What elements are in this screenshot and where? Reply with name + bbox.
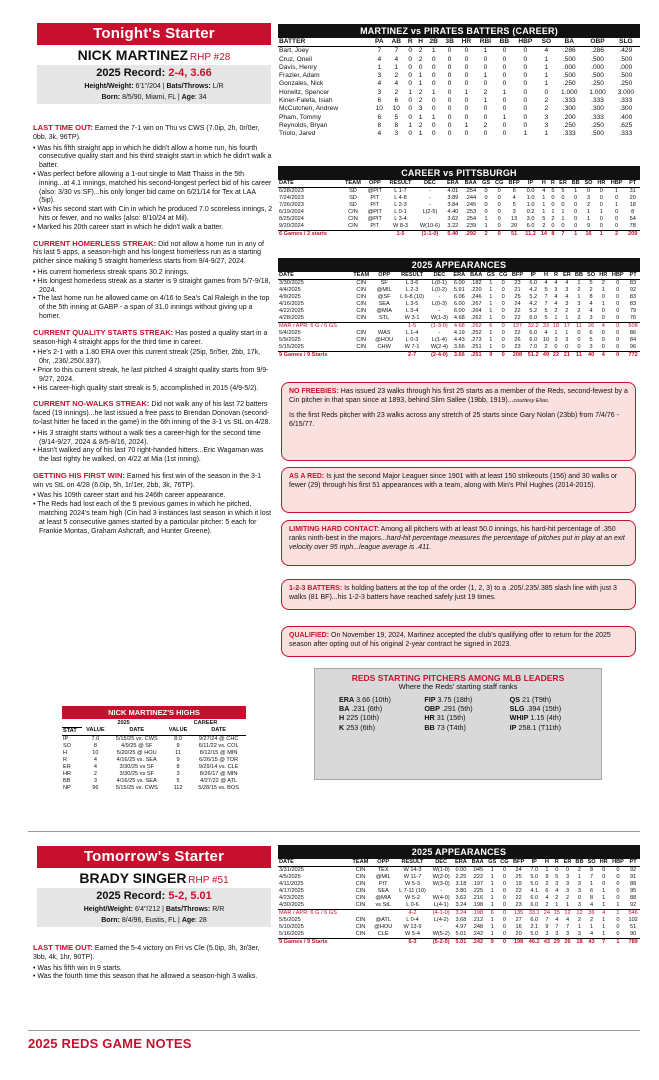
bio-line-1: Height/Weight: 6'4"/212 | Bats/Throws: R/R [37,905,271,916]
highs-row: H 10 5/20/25 @ HOU 11 8/12/15 @ MIN [63,749,238,756]
batter-row: Horwitz, Spencer 3 2 1 2 1 0 1 2 1 0 0 1.000 1.000 3.000 [279,88,635,96]
mlb-leaders-subtitle: Where the Reds' starting staff ranks [398,682,518,692]
leader-stat: BA .231 (6th) [339,704,383,714]
highs-row: SO 8 4/9/25 @ SF 9 6/11/22 vs. COL [63,742,239,749]
note-section: CURRENT HOMERLESS STREAK: Did not allow a home run in any of his last 5 apps, a season-high and his longest homerless run as a starting pitcher since making 5 straight homerless starts from 9/4-9/27, 2024. • His current homerless streak spans 30.2 innings. • His longest homerless streak as a starter is 9 straight games from 5/7-9/18, 2024. • The last home run he allowed came on 4/16 to Sea's Cal Raleigh in the top of the 5th inning at GABP - a span of 31.0 innings without giving up a homer. [33,240,273,322]
batter-row: Reynolds, Bryan 8 8 1 2 0 0 1 2 0 0 3 .250 .250 .625 [279,121,633,129]
martinez-appearances-title: 2025 APPEARANCES [278,258,640,272]
table-row: 4/28/2025 CIN STL W 3-1 W(1-3) 4.68 .262 1 0 22 6.0 5 1 1 2 3 0 0 76 [279,315,637,321]
month-total-row: MAR / APR: 6 G / 6 GS 4-2 (4-1-0) 3.24 .198 6 0 135 33.1 24 15 12 12 36 4 1 546 [278,910,640,918]
highs-row: NP 96 5/15/25 vs. CWS 112 5/28/15 vs. BOS [63,784,239,791]
leader-stat: IP 258.1 (T11th) [509,722,562,732]
table-row: 4/4/2025 CIN @MIL L 2-3 L(0-2) 5.91 .220 1 0 21 4.2 5 3 3 2 2 1 0 92 [279,287,637,293]
section-divider [28,831,640,832]
batters-title: MARTINEZ vs PIRATES BATTERS (CAREER) [278,24,640,38]
table-row: 6/28/2023 SD @PIT L 1-7 - 4.01 .254 0 0 6 0.0 4 5 5 1 0 0 1 31 [279,188,636,194]
highs-table: NICK MARTINEZ'S HIGHS 2025 CAREER STAT VALUE DATE VALUE DATE IP 7.0 5/15/25 vs. CWS 8.0 9/27/24 @ CHC SO 8 4/9/25 @ SF 9 6/11/22 vs. COL H 10 5/20/25 @ HOU 11 8/12/15 @ MIN R 4 4/16/25 vs. SEA 9 6/26/15 @ TOR ER 4 3/30/25 vs SF 8 9/29/14 vs. CLE HR 2 3/30/25 vs SF 3 8/26/17 @ MIN BB 3 4/16/25 vs. SEA 5 4/27/22 @ ATL NP 96 5/15/25 vs. CWS 112 5/28/15 vs. BOS [62,706,246,792]
note-box-qualified: QUALIFIED: On November 19, 2024, Martinez accepted the club's qualifying offer to return for the 2025 season after opting out of his original 2-year contract he signed in 2023. [281,626,636,657]
career-vs-pit-title: CAREER vs PITTSBURGH [278,166,640,180]
bio-line-2: Born: 8/5/90, Miami, FL | Age: 34 [37,93,271,104]
highs-row: R 4 4/16/25 vs. SEA 9 6/26/15 @ TOR [63,756,239,763]
leader-stat: BB 73 (T4th) [424,722,466,732]
table-row: 5/15/2025 CIN CHW W 7-1 W(2-4) 3.66 .251 1 0 23 7.0 2 0 0 0 3 0 0 96 [279,344,637,350]
note-box-as-a-red: AS A RED: Is just the second Major Leaguer since 1901 with at least 150 strikeouts (156) and 30 walks or fewer (29) through his first 51 appearances with a team, along with Min's Phil Hughes (2014-2015). [281,467,636,513]
batter-row: Davis, Henry 1 1 0 0 0 0 0 0 0 0 1 .000 .000 .000 [279,63,633,71]
batters-header: BATTER PA AB R H 2B 3B HR RBI BB HBP SO BA OBP SLG [278,38,640,47]
bio-line-2: Born: 8/4/96, Eustis, FL | Age: 28 [37,916,271,927]
note-box-no-freebies: NO FREEBIES: Has issued 23 walks through his first 25 starts as a member of the Reds, second-fewest by a Cin pitcher in that span since at 1893, behind Slim Sallee (19bb, 1919)...courtesy Elias. Is the first Reds pitcher with 23 walks across any stretch of 25 starts since Gary Nolan (23bb) from 7/4/76 - 6/15/77. [281,382,636,461]
highs-row: IP 7.0 5/15/25 vs. CWS 8.0 9/27/24 @ CHC [63,735,239,742]
season-record: 2025 Record: 5-2, 5.01 [37,888,271,905]
batter-row: Pham, Tommy 6 5 0 1 1 0 0 0 1 0 3 .200 .333 .400 [279,113,633,121]
mlb-leaders-title: REDS STARTING PITCHERS AMONG MLB LEADERS [351,673,565,683]
pitcher-name: BRADY SINGER [79,870,187,886]
leader-stat: ERA 3.66 (10th) [339,694,391,704]
leader-stat: QS 21 (T9th) [509,694,552,704]
highs-header: STAT VALUE DATE VALUE DATE [62,727,246,735]
tomorrows-starter-card [37,846,271,927]
singer-appearances-table [278,845,640,946]
total-row: 6 Games / 2 starts 1-5 (1-1-0) 5.40 .292 2 0 51 11.2 14 8 7 1 16 1 2 209 [278,231,640,239]
total-row: 9 Games / 9 Starts 6-3 (5-2-0) 5.01 .242 9 0 198 46.2 43 29 26 18 43 7 1 789 [278,939,640,947]
leader-stat: FIP 3.75 (18th) [424,694,473,704]
table-row: 5/4/2025 CIN WAS L 1-4 - 4.19 .252 1 0 22 6.0 4 1 1 0 6 0 0 86 [279,330,637,336]
note-section: CURRENT NO-WALKS STREAK: Did not walk any of his last 72 batters faced (19 innings)...he last issued a free pass to Brendan Donovan (second-to-last hitter he faced in the game) in the 6th inning of the 3-1 vs StL on 4/28. • His 3 straight starts without a walk ties a career-high for the second time (9/14-9/27, 2024 & 8/5-8/16, 2024). • Hasn't walked any of his last 70 right-handed hitters...Eric Wagaman was the last righty he walked, on 4/22 at Mia (1st inning). [33,400,273,465]
highs-title: NICK MARTINEZ'S HIGHS [62,706,246,719]
batter-row: Gonzales, Nick 4 4 0 1 0 0 0 0 0 0 1 .250 .250 .250 [279,80,633,88]
tomorrows-starter-title: Tomorrow's Starter [37,846,271,868]
leader-stat: H 225 (10th) [339,713,379,723]
martinez-appearances-table [278,258,640,359]
pitcher-name: NICK MARTINEZ [77,47,189,63]
leader-stat: HR 31 (15th) [424,713,466,723]
leader-stat: K 253 (6th) [339,722,375,732]
table-row: 3/30/2025 CIN SF L 3-6 L(0-1) 6.00 .182 1 0 23 6.0 4 4 4 1 5 2 0 83 [279,280,637,286]
note-section: GETTING HIS FIRST WIN: Earned his first win of the season in the 3-1 win vs StL on 4/28 (6.0ip, 5h, 1r/1er, 2bb, 3k, 76TP). • Was his 109th career start and his 246th career appearance. • The Reds had lost each of the 5 previous games in which he pitched, matching 2024's team high (Cin had 3 instances last season in which it lost at least 5 consecutive games started by a particular pitcher: 5 each for Frankie Montas, Graham Ashcraft, and Hunter Greene). [33,472,273,537]
table-row: 4/22/2025 CIN @MIA L 3-4 - 6.00 .264 1 0 22 5.2 5 2 2 2 4 0 0 79 [279,308,637,314]
vs-header: DATE TEAM OPP RESULT DEC ERA BAA GS CG BFP IP H R ER BB SO HR HBP PT [278,180,640,188]
month-total-row: MAR / APR: 6 G / 6 GS 1-5 (1-3-0) 4.68 .262 6 0 137 32.2 33 18 17 11 26 4 0 508 [278,323,640,331]
batter-row: Cruz, Oneil 4 4 0 2 0 0 0 0 0 0 1 .500 .500 .500 [279,55,633,63]
table-row: 8/25/2024 CIN @PIT L 3-4 - 3.62 .254 1 0 13 3.0 5 2 1 0 1 0 0 54 [279,216,636,222]
tonights-starter-card [37,23,271,104]
leader-stat: SLG .394 (15th) [509,704,562,714]
mlb-leaders-box [314,668,602,780]
table-row: 4/17/2025 CIN SEA L 7-11 (10) - 3.80 .225 1 0 22 4.1 6 4 3 3 6 1 0 95 [279,888,637,894]
pitcher-number: RHP #28 [189,52,231,63]
table-row: 4/11/2025 CIN PIT W 5-3 W(3-0) 3.18 .197 1 0 19 5.0 2 3 3 3 1 0 0 88 [279,881,637,887]
note-box-hard-contact: LIMITING HARD CONTACT: Among all pitchers with at least 50.0 innings, his hard-hit percentage of .350 ranks ninth-best in the majors...hard-hit percentage measures the percentage of pitches put in play at an exit velocity over 95 mph...league average is .411. [281,520,636,566]
highs-row: ER 4 3/30/25 vs SF 8 9/29/14 vs. CLE [63,763,239,770]
table-row: 7/26/2023 SD PIT L 2-3 - 3.84 .245 0 0 5 1.0 1 0 0 0 2 0 1 18 [279,202,636,208]
note-box-123-batters: 1-2-3 BATTERS: Is holding batters at the top of the order (1, 2, 3) to a .205/.235/.385 slash line with just 3 walks (81 BF)...his 1-2-3 batters have reached safely just 19 times. [281,579,636,610]
season-record: 2025 Record: 2-4, 3.66 [37,65,271,82]
batters-table [278,24,640,139]
table-row: 4/23/2025 CIN @MIA W 5-2 W(4-0) 3.62 .216 1 0 22 6.0 4 2 2 0 8 1 0 88 [279,895,637,901]
batter-row: Kiner-Falefa, Isiah 6 6 0 2 0 0 0 1 0 0 2 .333 .333 .333 [279,97,633,105]
table-row: 4/9/2025 CIN @SF L 6-8 (10) - 6.06 .246 1 0 25 5.2 7 4 4 1 8 0 0 83 [279,294,637,300]
table-row: 3/31/2025 CIN TEX W 14-3 W(1-0) 0.00 .045 1 0 24 7.0 1 0 0 2 8 0 0 92 [279,867,637,873]
singer-appearances-title: 2025 APPEARANCES [278,845,640,859]
highs-row: BB 3 4/16/25 vs. SEA 5 4/27/22 @ ATL [63,777,238,784]
table-row: 5/16/2025 CIN CLE W 5-4 W(5-2) 5.01 .242 1 0 20 5.0 3 3 3 3 4 1 0 90 [279,931,637,937]
table-row: 4/5/2025 CIN @MIL W 11-7 W(2-0) 2.25 .222 1 0 25 5.0 9 5 3 1 7 0 0 91 [279,874,637,880]
table-row: 4/16/2025 CIN SEA L 3-5 L(0-3) 6.00 .267 1 0 24 4.2 7 4 3 3 4 1 0 83 [279,301,637,307]
table-row: 4/30/2025 CIN vs StL L 0-6 L(4-1) 3.24 .198 1 0 23 6.0 2 1 1 3 4 1 1 92 [279,902,637,908]
tomorrow-notes: LAST TIME OUT: Earned the 5-4 victory on Fri vs Cle (5.0ip, 3h, 3r/3er, 3bb, 4k, 1hr, 90TP). • Was his fifth win in 9 starts. • Was the fourth time this season that he allowed a season-high 3 walks. [33,944,273,982]
footer-divider [28,1030,640,1031]
highs-row: HR 2 3/30/25 vs SF 3 8/26/17 @ MIN [63,770,238,777]
leader-stat: OBP .291 (5th) [424,704,473,714]
tonights-starter-title: Tonight's Starter [37,23,271,45]
leader-stat: WHIP 1.15 (4th) [509,713,562,723]
footer-title: 2025 REDS GAME NOTES [28,1036,192,1051]
batter-row: Triolo, Jared 4 3 0 1 0 0 0 0 0 1 1 .333 .500 .333 [279,130,633,138]
career-vs-pit-table [278,166,640,238]
starter-notes [33,124,273,543]
table-row: 6/19/2024 CIN @PIT L 0-1 L(2-5) 4.40 .253 0 0 3 0.2 1 1 1 0 1 1 0 8 [279,209,635,215]
pitcher-number: RHP #51 [188,875,229,886]
table-row: 5/9/2025 CIN @HOU L 0-3 L(1-4) 4.43 .273 1 0 26 6.0 10 3 3 0 5 0 0 84 [279,337,637,343]
apps-header: DATE TEAM OPP RESULT DEC ERA BAA GS CG BFP IP H R ER BB SO HR HBP PT [278,859,640,867]
table-row: 5/5/2025 CIN @ATL L 0-4 L(4-2) 3.68 .212 1 0 27 6.0 7 4 4 2 2 1 0 102 [279,917,638,923]
batter-row: McCutchen, Andrew 10 10 0 3 0 0 0 0 0 0 2 .300 .300 .300 [279,105,633,113]
table-row: 9/20/2024 CIN PIT W 8-3 W(10-6) 3.22 .239 1 0 20 6.0 2 0 0 0 9 0 0 78 [279,223,636,229]
total-row: 9 Games / 9 Starts 2-7 (2-4-0) 3.66 .251 9 0 208 51.2 49 22 21 11 40 4 0 772 [278,352,640,360]
apps-header: DATE TEAM OPP RESULT DEC ERA BAA GS CG BFP IP H R ER BB SO HR HBP PT [278,272,640,280]
note-section: CURRENT QUALITY STARTS STREAK: Has posted a quality start in a season-high 4 straight apps for the third time in career. • He's 2-1 with a 1.80 ERA over this current streak (25ip, 5r/5er, 2bb, 17k, 0hr, .236/.250/.337). • Prior to this current streak, he last pitched 4 straight quality starts from 9/9-9/27, 2024. • His career-high quality start streak is 5, accomplished in 2015 (4/9-5/2). [33,329,273,394]
bio-line-1: Height/Weight: 6'1"/204 | Bats/Throws: L/R [37,82,271,93]
table-row: 5/10/2025 CIN @HOU W 13-9 - 4.97 .248 1 0 16 2.1 9 7 7 1 1 1 0 51 [279,924,637,930]
batter-row: Bart, Joey 7 7 0 2 1 0 0 1 0 0 4 .286 .286 .429 [279,47,633,55]
batter-row: Frazier, Adam 3 2 0 1 0 0 0 1 0 0 1 .500 .500 .500 [279,72,633,80]
note-section: LAST TIME OUT: Earned the 7-1 win on Thu vs CWS (7.0ip, 2h, 0r/0er, 0bb, 3k, 96TP). • Was his fifth straight app in which he didn't allow a home run, his fourth consecutive quality start and his third straight start in which he didn't walk a batter. • Was perfect before allowing a 1-out single to Matt Thaiss in the 5th inning...at 4.1 innings, matched his second-longest perfect bid of his career (also: 3/30 vs SF)...his only longer bid came on 6/21/14 for Tex at LAA (5ip). • Was his second start with Cin in which he produced 7.0 scoreless innings, 2 hits or fewer, and no walks (also: 8/10/24 at Mil). • Marked his 20th career start in which he didn't walk a batter. [33,124,273,233]
table-row: 7/24/2023 SD PIT L 4-8 - 3.89 .244 0 0 4 1.0 1 0 0 0 3 0 0 20 [279,195,636,201]
